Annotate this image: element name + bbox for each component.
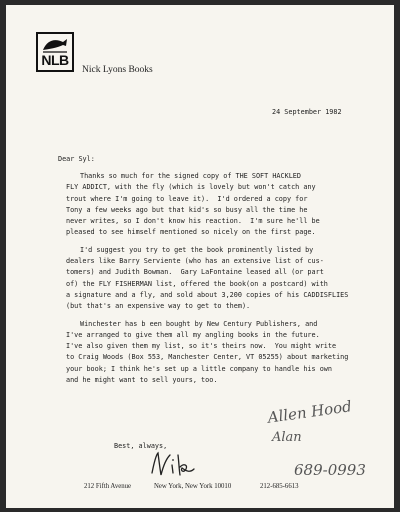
body-line: Tony a few weeks ago but that kid's so busy all the time he (66, 205, 308, 214)
nlb-logo (36, 32, 74, 72)
paragraph-2 (66, 245, 366, 313)
body-line: a signature and a fly, and sold about 3,200 copies of his CADDISFLIES (66, 290, 349, 299)
company-name: Nick Lyons Books (82, 65, 153, 75)
letter-body (66, 171, 366, 386)
body-line: of) the FLY FISHERMAN list, offered the book(on a postcard) with (66, 279, 328, 288)
closing: Best, always, (114, 442, 168, 450)
handwritten-note (264, 375, 384, 485)
body-line: FLY ADDICT, with the fly (which is lovely but won't catch any (66, 183, 316, 192)
body-line: (but that's an expensive way to get to them). (66, 302, 251, 311)
logo-text: NLB (41, 52, 69, 68)
body-line: to Craig Woods (Box 553, Manchester Center, VT 05255) about marketing (66, 353, 349, 362)
body-line: pleased to see himself mentioned so nicely on the first page. (66, 228, 316, 237)
handwritten-name: Allen Hood (266, 397, 353, 427)
body-line: Thanks so much for the signed copy of THE SOFT HACKLED (80, 172, 301, 180)
letter-page (6, 5, 394, 508)
letter-date: 24 September 1982 (272, 108, 342, 116)
body-line: tomers) and Judith Bowman. Gary LaFontaine leased all (or part (66, 268, 324, 277)
paragraph-1 (66, 171, 366, 239)
body-line: never writes, so I don't know his reaction. I'm sure he'll be (66, 217, 320, 226)
body-line: trout where I'm going to leave it). I'd ordered a copy for (66, 194, 308, 203)
body-line: Winchester has b een bought by New Century Publishers, and (80, 319, 318, 328)
signature-image (146, 449, 216, 481)
body-line: I've also given them my list, so it's theirs now. You might write (66, 342, 337, 351)
body-line: I've arranged to give them all my angling books in the future. (66, 330, 320, 339)
body-line: dealers like Barry Serviente (who has an extensive list of cus- (66, 257, 324, 266)
footer-city: New York, New York 10010 (154, 483, 232, 490)
handwritten-line2: Alan (272, 430, 302, 445)
footer-phone: 212-685-6613 (260, 483, 299, 490)
salutation: Dear Syl: (58, 155, 95, 163)
handwritten-number: 689-0993 (294, 461, 366, 479)
body-line: I'd suggest you try to get the book prominently listed by (80, 245, 314, 254)
body-line: your book; I think he's set up a little company to handle his own (66, 364, 332, 373)
footer-address: 212 Fifth Avenue (84, 483, 132, 490)
body-line: and he might want to sell yours, too. (66, 376, 218, 385)
